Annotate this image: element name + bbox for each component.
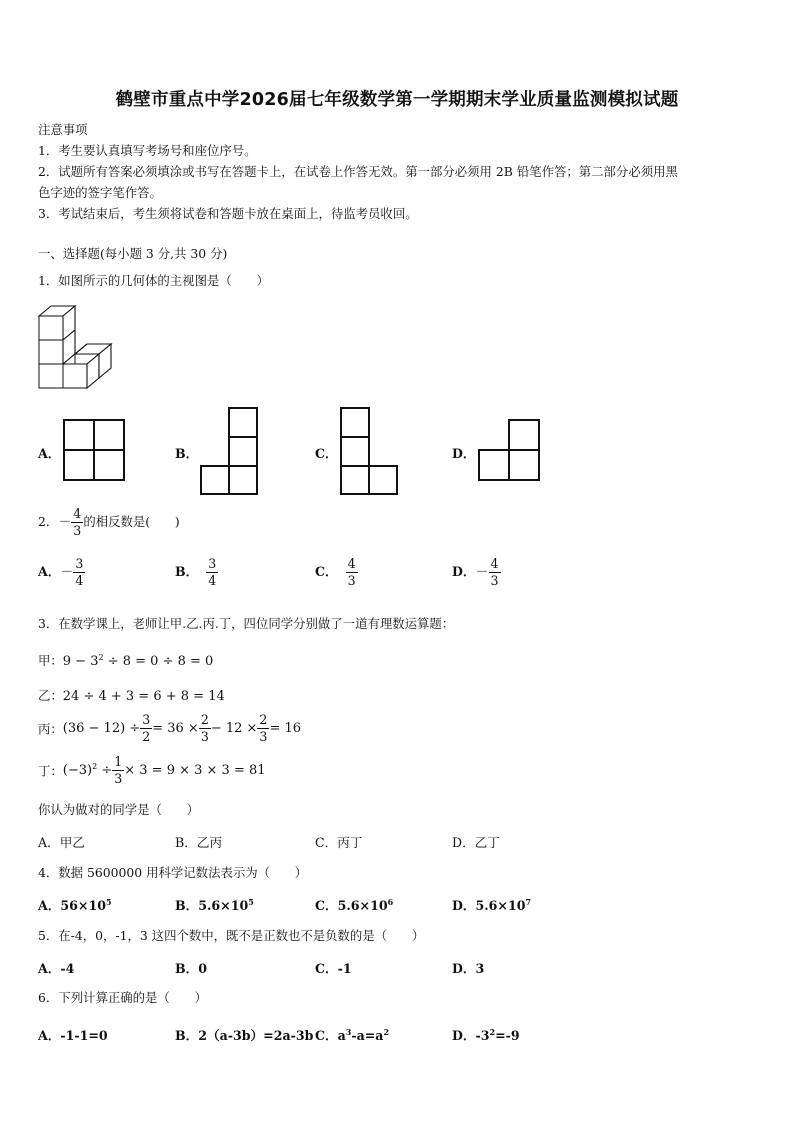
q4-option-c-text: C．5.6×10 <box>315 898 388 913</box>
q5-option-b[interactable]: B．0 <box>175 961 208 976</box>
q5-stem: 5．在-4，0，-1，3 这四个数中，既不是正数也不是负数的是（ ） <box>38 928 425 943</box>
q3-bing-f1-num: 3 <box>142 712 151 727</box>
q5-option-d[interactable]: D．3 <box>452 961 485 976</box>
q4-option-a[interactable] <box>38 895 112 914</box>
q3-jia-exponent: 2 <box>98 652 104 662</box>
q1-option-c-label[interactable]: C． <box>315 446 338 461</box>
q3-ding-expr-b: ÷ <box>97 763 113 778</box>
q3-bing-f1-den: 2 <box>142 729 151 744</box>
q2-option-d-den: 3 <box>490 573 499 588</box>
q6-option-d[interactable] <box>452 1025 520 1044</box>
q4-option-d-text: D．5.6×10 <box>452 898 526 913</box>
q3-bing-expr-c: − 12 × <box>210 721 258 736</box>
q3-ding-label: 丁： <box>38 763 63 779</box>
q2-option-c[interactable] <box>315 556 358 589</box>
q2-option-d-sign: － <box>475 565 489 580</box>
notice-item-1: 1．考生要认真填写考场号和座位序号。 <box>38 143 257 158</box>
q3-bing-f3-den: 3 <box>259 729 268 744</box>
q2-fraction <box>71 506 83 539</box>
q2-number: 2． <box>38 514 59 529</box>
notice-item-3: 3．考试结束后，考生须将试卷和答题卡放在桌面上，待监考员收回。 <box>38 206 418 221</box>
q1-option-b-figure[interactable] <box>199 406 261 496</box>
q6-option-c-text-b: -a=a <box>351 1028 384 1043</box>
q3-ding-fraction <box>112 754 124 787</box>
q3-bing-expr-b: = 36 × <box>152 721 199 736</box>
q2-option-c-label: C． <box>315 564 338 579</box>
q2-option-c-num: 4 <box>347 556 356 571</box>
q3-ding-expr-c: × 3 = 9 × 3 × 3 = 81 <box>124 763 266 778</box>
q1-option-b-label[interactable]: B． <box>175 446 199 461</box>
section-heading: 一、选择题(每小题 3 分,共 30 分) <box>38 246 228 261</box>
q2-option-d-label: D． <box>452 564 476 579</box>
q4-option-c[interactable] <box>315 895 393 914</box>
q2-denominator: 3 <box>73 523 82 538</box>
q6-option-a-text: A．-1-1=0 <box>38 1028 108 1043</box>
q3-ding-f-num: 1 <box>114 754 123 769</box>
q3-bing-f2-den: 3 <box>200 729 209 744</box>
q6-option-b[interactable] <box>175 1025 313 1044</box>
q2-option-a-den: 4 <box>75 573 84 588</box>
q6-stem: 6．下列计算正确的是（ ） <box>38 990 207 1005</box>
q2-minus: － <box>58 515 72 530</box>
q3-yi <box>38 686 225 704</box>
q2-option-b-fraction <box>206 556 218 589</box>
q3-ask: 你认为做对的同学是（ ） <box>38 802 200 817</box>
notice-item-2: 2．试题所有答案必须填涂或书写在答题卡上，在试卷上作答无效。第一部分必须用 2B 铅笔作答；第二部分必须用黑 <box>38 164 678 179</box>
q6-option-c-exp2: 2 <box>383 1026 390 1037</box>
q5-option-a[interactable]: A．-4 <box>38 961 75 976</box>
q3-bing-fraction-1 <box>140 712 152 745</box>
q2-option-a[interactable] <box>38 556 85 589</box>
q3-bing-expr-d: = 16 <box>269 721 302 736</box>
q3-bing-f3-num: 2 <box>259 712 268 727</box>
q6-option-d-text-b: =-9 <box>495 1028 520 1043</box>
q2-option-d-fraction <box>489 556 501 589</box>
q2-option-b-num: 3 <box>208 556 217 571</box>
notice-item-2-cont: 色字迹的签字笔作答。 <box>38 185 162 200</box>
q2-option-d-num: 4 <box>490 556 499 571</box>
page-title: 鹤壁市重点中学2026届七年级数学第一学期期末学业质量监测模拟试题 <box>115 90 679 110</box>
q3-yi-expr: 24 ÷ 4 + 3 = 6 + 8 = 14 <box>62 689 225 704</box>
q4-option-b-text: B．5.6×10 <box>175 898 249 913</box>
q2-stem <box>38 506 180 539</box>
q6-option-c[interactable] <box>315 1025 389 1044</box>
q3-jia-expr-a: 9 − 3 <box>62 654 99 669</box>
q3-option-b[interactable]: B．乙丙 <box>175 835 223 850</box>
q6-option-d-text-a: D．-3 <box>452 1028 490 1043</box>
q3-bing-expr-a: (36 − 12) ÷ <box>62 721 141 736</box>
q3-ding-exponent: 2 <box>92 761 98 771</box>
q1-option-d-label[interactable]: D． <box>452 446 476 461</box>
q1-option-c-figure[interactable] <box>339 406 401 496</box>
q3-ding-expr-a: (−3) <box>62 763 93 778</box>
q4-option-d[interactable] <box>452 895 531 914</box>
q4-stem: 4．数据 5600000 用科学记数法表示为（ ） <box>38 865 308 880</box>
q1-option-a-label[interactable]: A． <box>38 446 61 461</box>
q2-option-a-sign: － <box>60 565 74 580</box>
q4-option-c-exp: 6 <box>387 896 394 907</box>
q1-option-a-figure[interactable] <box>62 418 126 482</box>
q2-option-a-label: A． <box>38 564 61 579</box>
q3-stem: 3．在数学课上，老师让甲.乙.丙.丁，四位同学分别做了一道有理数运算题： <box>38 616 455 631</box>
q2-option-c-den: 3 <box>347 573 356 588</box>
notice-heading: 注意事项 <box>38 122 88 137</box>
q1-option-d-figure[interactable] <box>477 418 541 482</box>
q2-option-c-fraction <box>346 556 358 589</box>
q3-option-d[interactable]: D．乙丁 <box>452 835 500 850</box>
q3-ding-f-den: 3 <box>114 771 123 786</box>
q4-option-b-exp: 5 <box>248 896 254 907</box>
q3-jia-expr-b: ÷ 8 = 0 ÷ 8 = 0 <box>103 654 214 669</box>
q3-ding <box>38 754 266 787</box>
q3-yi-label: 乙： <box>38 688 63 703</box>
q3-jia-label: 甲： <box>38 653 63 668</box>
q2-option-a-fraction <box>73 556 85 589</box>
q1-solid-figure <box>37 302 117 390</box>
q2-suffix: 的相反数是( ) <box>83 514 180 529</box>
q1-stem: 1．如图所示的几何体的主视图是（ ） <box>38 273 269 288</box>
q2-option-b-label: B． <box>175 564 199 579</box>
q4-option-a-exp: 5 <box>105 896 112 907</box>
q3-bing <box>38 712 301 745</box>
q3-jia <box>38 651 213 669</box>
q6-option-a[interactable] <box>38 1025 108 1044</box>
q3-bing-fraction-3 <box>257 712 269 745</box>
q2-option-d[interactable] <box>452 556 501 589</box>
q3-bing-f2-num: 2 <box>200 712 209 727</box>
q2-option-a-num: 3 <box>75 556 84 571</box>
q4-option-a-text: A．56×10 <box>38 898 106 913</box>
q2-option-b-den: 4 <box>208 573 217 588</box>
q6-option-d-exp: 2 <box>489 1026 496 1037</box>
q2-option-b[interactable] <box>175 556 218 589</box>
q5-option-c[interactable]: C．-1 <box>315 961 352 976</box>
q2-numerator: 4 <box>73 506 82 521</box>
q3-bing-label: 丙： <box>38 721 63 737</box>
q6-option-c-exp: 3 <box>345 1026 352 1037</box>
q4-option-d-exp: 7 <box>525 896 532 907</box>
q6-option-c-text-a: C．a <box>315 1028 346 1043</box>
q6-option-b-text: B．2（a-3b）=2a-3b <box>175 1028 314 1043</box>
q3-option-c[interactable]: C．丙丁 <box>315 835 363 850</box>
q4-option-b[interactable] <box>175 895 254 914</box>
q3-option-a[interactable]: A．甲乙 <box>38 835 85 850</box>
q3-bing-fraction-2 <box>199 712 211 745</box>
